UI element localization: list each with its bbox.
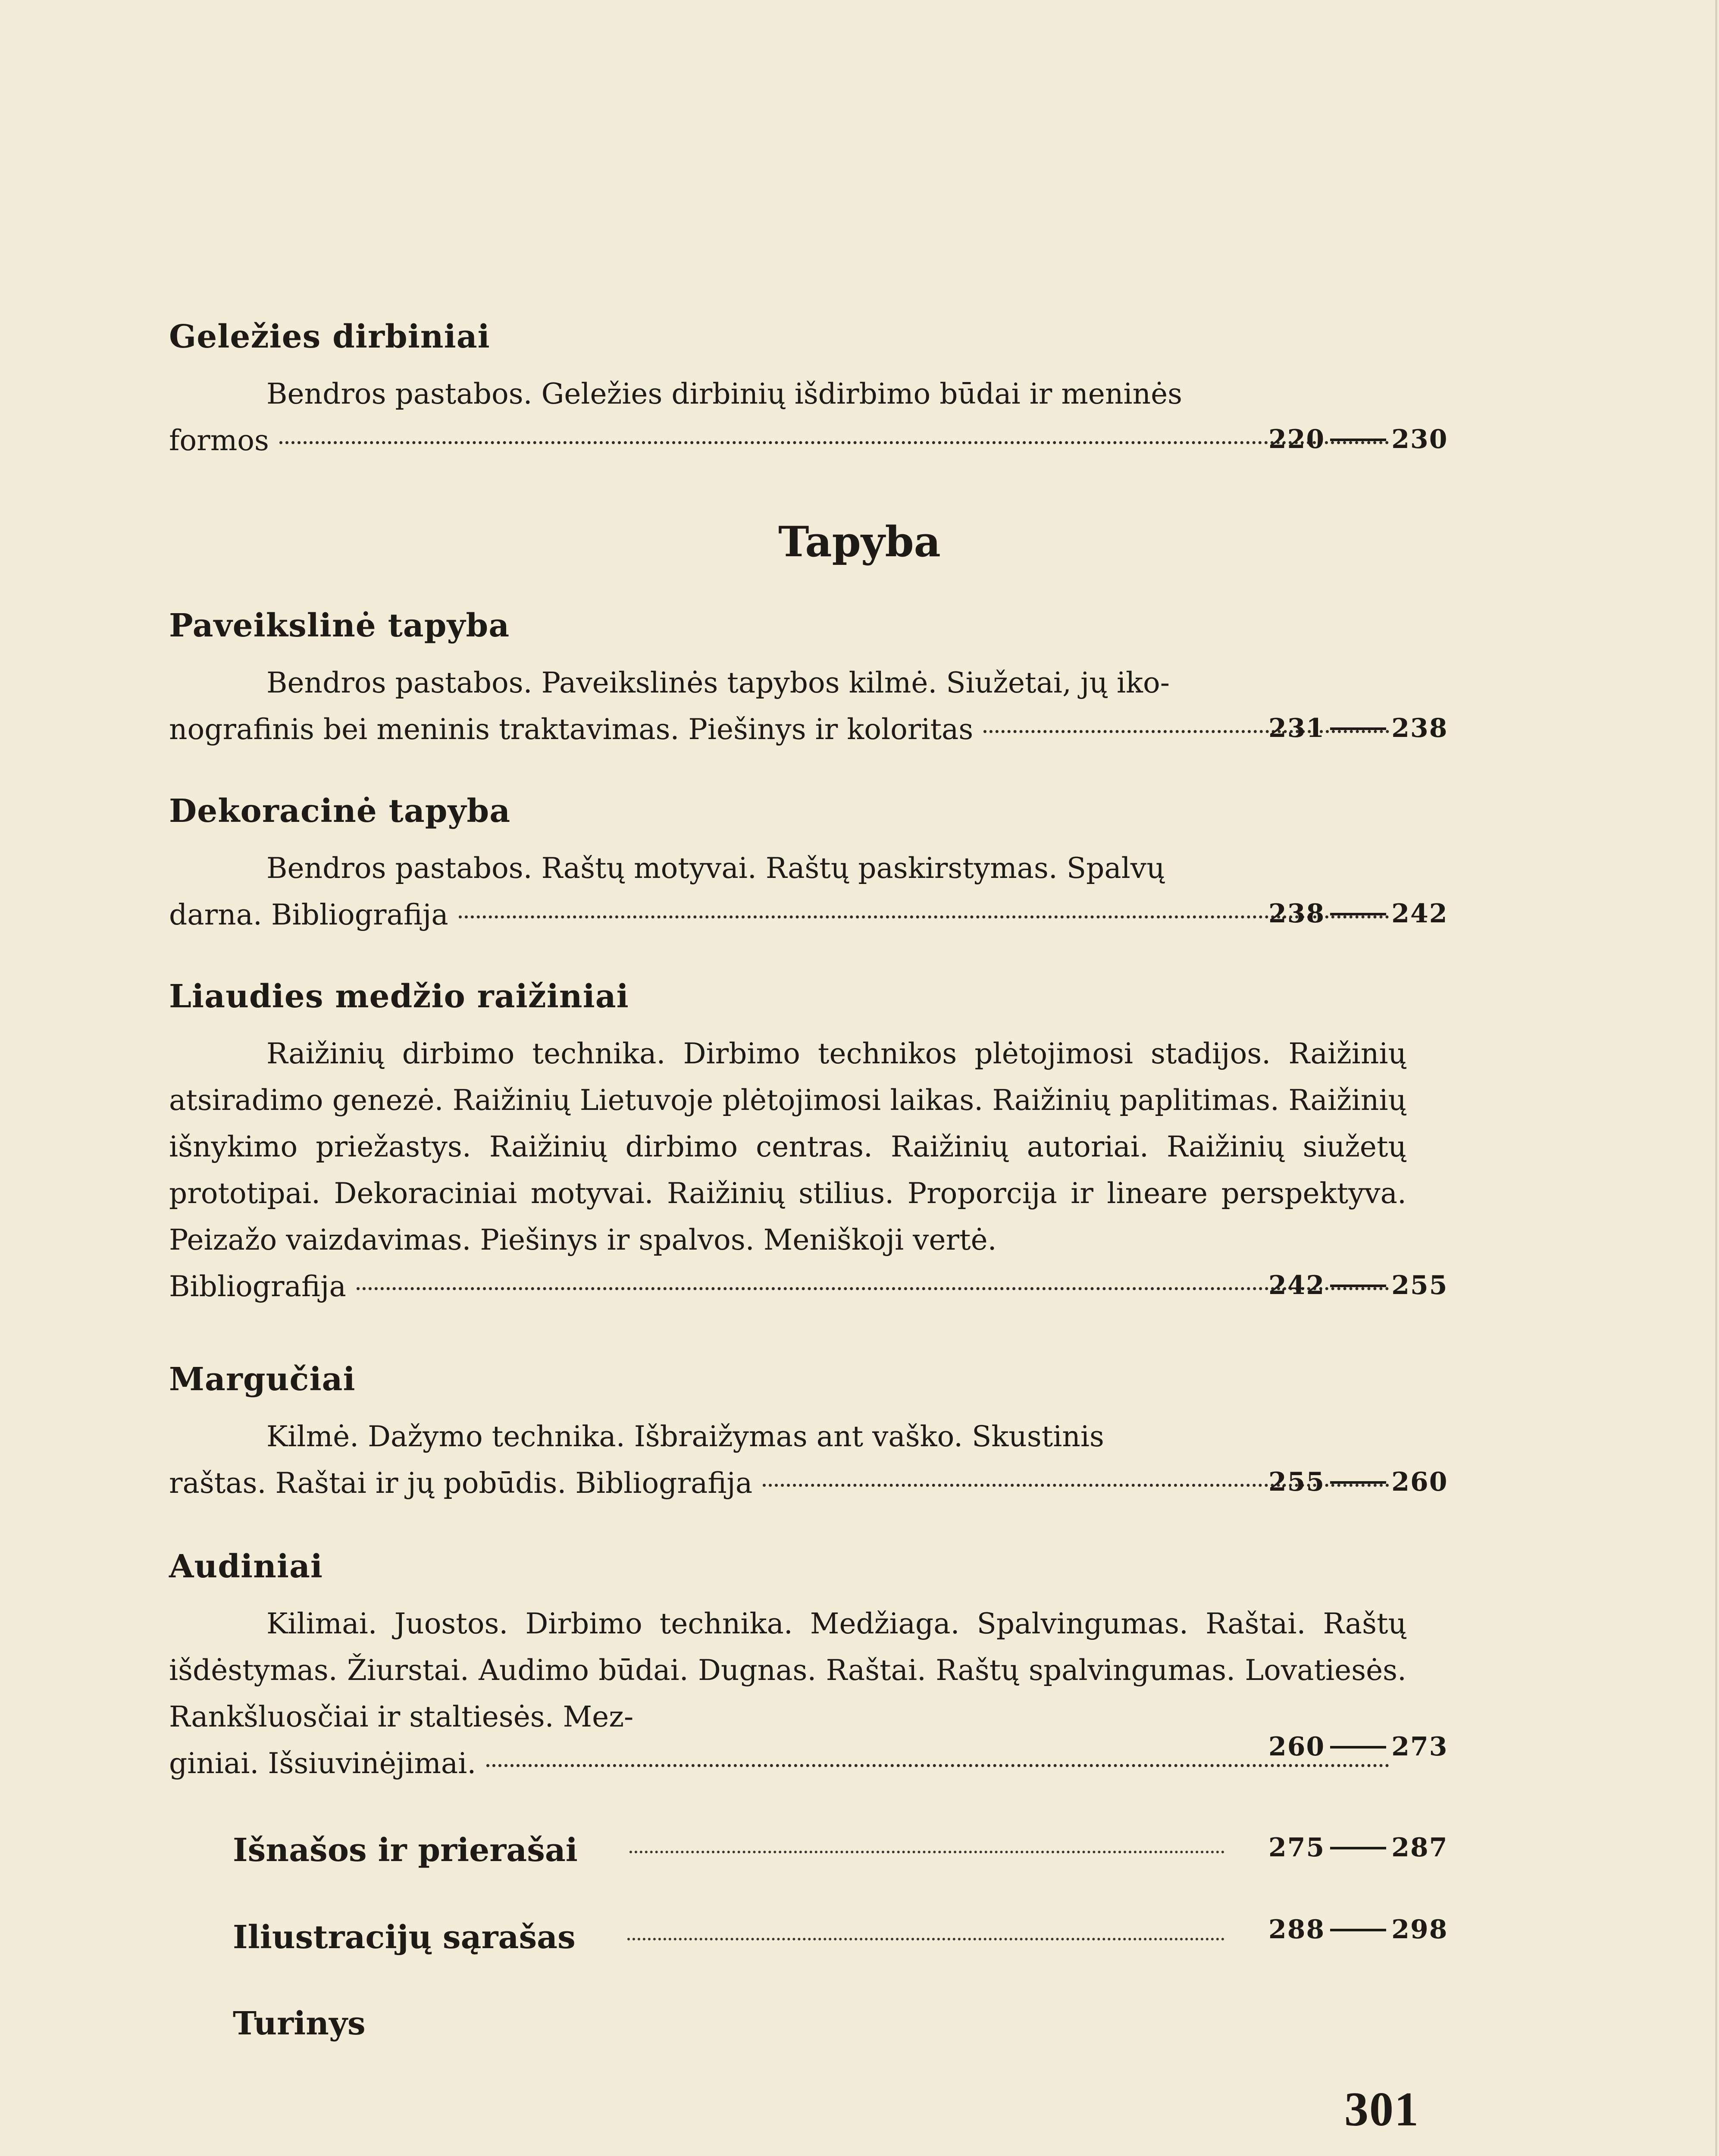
section-heading-audiniai: Audiniai xyxy=(169,1548,323,1585)
page-range xyxy=(1268,424,1448,454)
entry-last-line-text: nografinis bei meninis traktavimas. Piešinys ir koloritas xyxy=(169,713,974,746)
entry-last-line xyxy=(169,892,1406,938)
page-to: 255 xyxy=(1391,1270,1448,1300)
page-to: 230 xyxy=(1391,424,1448,454)
range-dash xyxy=(1330,439,1386,441)
page-from: 220 xyxy=(1268,424,1325,454)
section-heading-liaudies-medzio-raiziniai: Liaudies medžio raižiniai xyxy=(169,978,629,1015)
range-dash xyxy=(1330,1285,1386,1287)
toc-entry-turinys[interactable] xyxy=(233,2005,1224,2042)
dot-leader xyxy=(627,1938,1224,1940)
entry-last-line-text: formos xyxy=(169,424,269,457)
entry-last-line-text: darna. Bibliografija xyxy=(169,898,448,931)
page-to: 298 xyxy=(1391,1915,1448,1945)
page-to: 242 xyxy=(1391,899,1448,929)
section-heading-dekoracine-tapyba: Dekoracinė tapyba xyxy=(169,793,511,830)
entry-last-line xyxy=(169,417,1406,464)
page-from: 231 xyxy=(1268,713,1325,743)
page-from: 260 xyxy=(1268,1732,1325,1762)
page-number: 301 xyxy=(1344,2083,1419,2136)
section-heading-margučiai: Margučiai xyxy=(169,1361,356,1398)
page-range xyxy=(1268,1732,1448,1762)
dot-leader xyxy=(357,1287,1389,1290)
appendix-label: Išnašos ir prierašai xyxy=(233,1832,578,1869)
page-range xyxy=(1268,1915,1448,1945)
toc-entry-audiniai[interactable] xyxy=(169,1601,1406,1787)
page-to: 260 xyxy=(1391,1467,1448,1497)
dot-leader xyxy=(629,1851,1224,1853)
page-range xyxy=(1268,1270,1448,1300)
entry-last-line xyxy=(169,1460,1406,1507)
dot-leader xyxy=(279,441,1389,444)
entry-description: Kilmė. Dažymo technika. Išbraižymas ant vaško. Skustinis xyxy=(266,1420,1104,1453)
appendix-label: Turinys xyxy=(233,2005,366,2042)
part-title: Tapyba xyxy=(778,517,941,566)
entry-last-line-text: giniai. Išsiuvinėjimai. xyxy=(169,1747,476,1780)
toc-entry-paveiksline-tapyba[interactable] xyxy=(169,660,1406,753)
dot-leader xyxy=(486,1764,1389,1767)
page-range xyxy=(1268,1467,1448,1497)
page-range xyxy=(1268,1833,1448,1863)
appendix-label: Iliustracijų sąrašas xyxy=(233,1919,576,1956)
entry-description: Bendros pastabos. Raštų motyvai. Raštų paskirstymas. Spalvų xyxy=(266,852,1165,885)
page-to: 273 xyxy=(1391,1732,1448,1762)
page-from: 255 xyxy=(1268,1467,1325,1497)
entry-last-line xyxy=(169,1263,1406,1310)
toc-entry-iliustraciju-sarasas[interactable] xyxy=(233,1919,1224,1956)
page-from: 288 xyxy=(1268,1915,1325,1945)
range-dash xyxy=(1330,1847,1386,1849)
page-from: 242 xyxy=(1268,1270,1325,1300)
toc-entry-liaudies-medzio-raiziniai[interactable] xyxy=(169,1031,1406,1310)
page-edge-divider xyxy=(1715,0,1717,2156)
page-to: 238 xyxy=(1391,713,1448,743)
page-from: 238 xyxy=(1268,899,1325,929)
range-dash xyxy=(1330,1929,1386,1931)
section-heading-gelezies-dirbiniai: Geležies dirbiniai xyxy=(169,318,490,355)
page-from: 275 xyxy=(1268,1833,1325,1863)
entry-last-line xyxy=(169,1740,1406,1787)
toc-entry-marguciai[interactable] xyxy=(169,1413,1406,1507)
toc-entry-isnasos-ir-prierasai[interactable] xyxy=(233,1832,1224,1869)
range-dash xyxy=(1330,1481,1386,1484)
toc-entry-gelezies-dirbiniai[interactable] xyxy=(169,371,1406,464)
range-dash xyxy=(1330,913,1386,915)
page-to: 287 xyxy=(1391,1833,1448,1863)
entry-last-line-text: raštas. Raštai ir jų pobūdis. Bibliografija xyxy=(169,1467,753,1500)
entry-last-line xyxy=(169,706,1406,753)
section-heading-paveiksline-tapyba: Paveikslinė tapyba xyxy=(169,607,510,644)
entry-description: Bendros pastabos. Geležies dirbinių išdirbimo būdai ir meninės xyxy=(266,377,1183,411)
page-range xyxy=(1268,899,1448,929)
range-dash xyxy=(1330,727,1386,730)
entry-description: Kilimai. Juostos. Dirbimo technika. Medžiaga. Spalvingumas. Raštai. Raštų išdėstymas. Žiurstai. Audimo būdai. Dugnas. Raštai. Raštų spalvingumas. Lovatiesės. Rankšluosčiai ir staltiesės. Mez- xyxy=(169,1607,1406,1733)
entry-description: Raižinių dirbimo technika. Dirbimo technikos plėtojimosi stadijos. Raižinių atsiradimo genezė. Raižinių Lietuvoje plėtojimosi laikas. Raižinių paplitimas. Raižinių išnykimo priežastys. Raižinių dirbimo centras. Raižinių autoriai. Raižinių siužetų prototipai. Dekoraciniai motyvai. Raižinių stilius. Proporcija ir lineare perspektyva. Peizažo vaizdavimas. Piešinys ir spalvos. Meniškoji vertė. xyxy=(169,1037,1406,1257)
dot-leader xyxy=(459,915,1389,918)
toc-entry-dekoracine-tapyba[interactable] xyxy=(169,845,1406,938)
range-dash xyxy=(1330,1746,1386,1749)
entry-description: Bendros pastabos. Paveikslinės tapybos kilmė. Siužetai, jų iko- xyxy=(266,666,1170,699)
entry-last-line-text: Bibliografija xyxy=(169,1270,346,1303)
page-range xyxy=(1268,713,1448,743)
